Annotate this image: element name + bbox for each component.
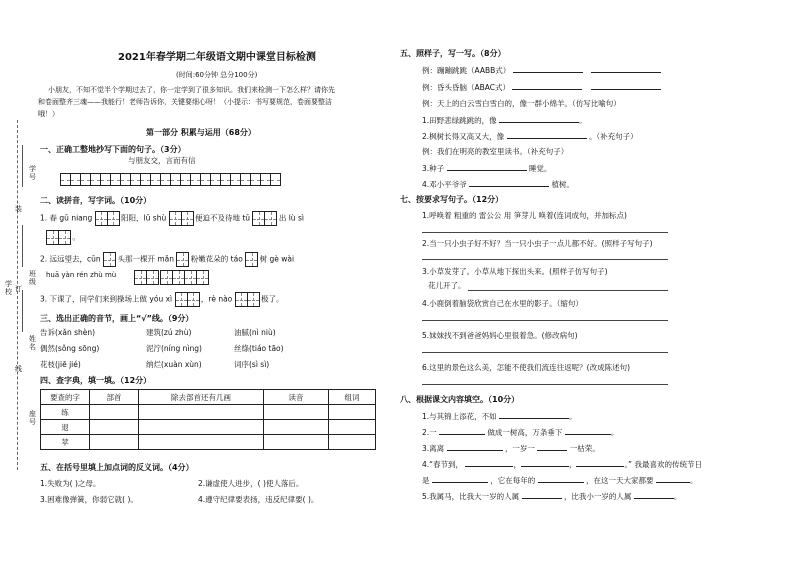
q2-line2: [40, 252, 294, 267]
right-column: [398, 0, 782, 561]
grid-cell[interactable]: [231, 173, 241, 186]
answer-line[interactable]: [422, 259, 668, 260]
grid-cell[interactable]: [251, 173, 261, 186]
q5-line1b[interactable]: 2.谦虚使人进步，( )使人落后。: [198, 479, 304, 488]
intro-line-2: 和卷面整齐三魂——我能行！老师告诉你，关键要细心呀！（小提示：书写要规范，卷面要整洁: [38, 98, 332, 106]
r5-s2-note: 。（补充句子）: [588, 132, 638, 141]
answer-box[interactable]: [175, 292, 199, 307]
q4-title: 四、查字典，填一填。（12分）: [40, 376, 152, 385]
r5-s4-text: 4.邓小平爷爷: [422, 180, 467, 189]
th-word: 组词: [329, 390, 376, 405]
student-id-line: [22, 145, 23, 187]
q2-l3-a: 3. 下课了，同学们来到操场上做 yóu xì: [40, 294, 173, 304]
answer-cell[interactable]: [90, 405, 139, 420]
grid-cell[interactable]: [121, 173, 131, 186]
r7-q1: 1.呼唤着 粗重的 雷公公 用 笋芽儿 唤着(连词成句，并加标点): [422, 211, 627, 220]
q2-title: 二、读拼音，写字词。（10分）: [40, 196, 152, 205]
cut-mark-xian: 线: [15, 365, 22, 373]
r7-q5: 5.妹妹找不到爸爸妈妈心里很着急。(修改病句): [422, 331, 578, 340]
q3-r3c3[interactable]: 词序(sì sì): [234, 360, 270, 369]
answer-line[interactable]: [656, 474, 690, 483]
left-column: [38, 0, 384, 561]
r8-s4-c: 是: [422, 476, 430, 485]
answer-box[interactable]: [95, 211, 119, 226]
r5-s3-end: 睡觉。: [528, 164, 552, 173]
answer-line[interactable]: [512, 81, 582, 90]
q2-line1: [40, 211, 304, 226]
q3-r3c1[interactable]: 花枝(jiē jié): [40, 360, 81, 369]
grid-cell[interactable]: [181, 173, 191, 186]
answer-cell[interactable]: [264, 420, 329, 435]
q3-title: 三、选出正确的音节，画上“√”线。（9分）: [40, 314, 194, 323]
answer-cell[interactable]: [139, 420, 264, 435]
r8-s3-c: 一枯荣。: [569, 444, 600, 453]
answer-line[interactable]: [522, 490, 562, 499]
th-strokes: 除去部首还有几画: [139, 390, 264, 405]
answer-line[interactable]: [507, 130, 587, 139]
answer-line[interactable]: [422, 232, 668, 233]
q3-r2c3[interactable]: 丝绦(tiáo tāo): [234, 344, 284, 353]
grid-cell[interactable]: [101, 173, 111, 186]
r5-s4: [422, 178, 574, 190]
q5-line2b[interactable]: 4.遵守纪律要表扬，违反纪律要( )。: [198, 495, 319, 504]
answer-box[interactable]: [160, 270, 208, 285]
q3-r2c1[interactable]: 偶然(sǒng sōng): [40, 344, 100, 353]
grid-cell[interactable]: [71, 173, 81, 186]
q2-l2-d: 树 gè wài: [259, 254, 295, 264]
grid-cell[interactable]: [271, 173, 281, 186]
grid-cell[interactable]: [201, 173, 211, 186]
table-header-row: [41, 390, 376, 405]
r8-s4-d: ，它在每年的: [490, 476, 536, 485]
q2-line1-cont: 。: [46, 230, 80, 245]
exam-title: 2021年春学期二年级语文期中课堂目标检测: [118, 52, 316, 63]
answer-line[interactable]: [521, 458, 569, 467]
r5-s3: [422, 162, 551, 174]
answer-box[interactable]: [169, 211, 193, 226]
char-cell: 苹: [41, 435, 90, 450]
dictionary-table: [40, 389, 376, 450]
answer-line[interactable]: [591, 81, 661, 90]
q2-l3-c: 极了。: [261, 294, 284, 304]
answer-line[interactable]: [499, 114, 579, 123]
table-row: [41, 405, 376, 420]
answer-line[interactable]: [468, 290, 668, 291]
r5-title: 五、照样子，写一写。（8分）: [400, 49, 506, 58]
q2-l1-d: 出 lù sì: [278, 213, 304, 223]
r5-ex2: [422, 81, 661, 93]
answer-line[interactable]: [422, 352, 668, 353]
grid-cell[interactable]: [161, 173, 171, 186]
r5-s2: [422, 130, 638, 142]
grid-cell[interactable]: [211, 173, 221, 186]
answer-line[interactable]: [469, 178, 549, 187]
q2-l2-b: 头那一棵开 mǎn: [117, 254, 174, 264]
th-radical: 部首: [90, 390, 139, 405]
cut-mark-zhuang: 装: [15, 205, 22, 213]
answer-box[interactable]: [134, 270, 158, 285]
answer-line[interactable]: [576, 458, 624, 467]
cut-line: [17, 120, 18, 470]
r5-ex4: 例：我们在明亮的教室里读书。（补充句子）: [422, 147, 569, 156]
table-row: [41, 420, 376, 435]
answer-cell[interactable]: [139, 405, 264, 420]
r7-title: 七、按要求写句子。（12分）: [400, 195, 504, 204]
q3-r1c1[interactable]: 告诉(xǎn shèn): [40, 328, 96, 337]
q1-copy-grid[interactable]: [60, 173, 281, 186]
class-line: [22, 225, 23, 267]
part1-title: 第一部分 积累与运用（68分）: [146, 128, 256, 137]
r7-q2: 2.当一只小虫子好不好？当一只小虫子一点儿都不好。(照样子写句子): [422, 239, 653, 248]
r8-s3-text: 3.离离: [422, 444, 445, 453]
r5-ex2-text: 例：昏头昏脑（ABAC式）: [422, 83, 511, 92]
answer-box[interactable]: [245, 252, 257, 267]
answer-line[interactable]: [432, 474, 488, 483]
grid-cell[interactable]: [111, 173, 121, 186]
label-school: 学校: [5, 280, 12, 296]
answer-line[interactable]: [565, 426, 611, 435]
q2-line2b: huā yàn rén zhù mù: [46, 271, 117, 279]
label-class: 班级: [29, 270, 36, 286]
r7-q3b: 花儿开了。: [428, 281, 466, 290]
answer-cell[interactable]: [90, 435, 139, 450]
table-row: [41, 435, 376, 450]
intro-line-3: 哦！）: [38, 110, 59, 118]
grid-cell[interactable]: [131, 173, 141, 186]
label-seat: 座号: [29, 410, 36, 426]
label-name: 姓名: [29, 335, 36, 351]
answer-box[interactable]: [252, 211, 276, 226]
q2-line3: [40, 292, 284, 307]
answer-cell[interactable]: [139, 435, 264, 450]
r5-s3-text: 3.种子: [422, 164, 445, 173]
r8-s2: 2.一 做成一树高，万条垂下 。: [422, 428, 619, 437]
answer-line[interactable]: [538, 474, 584, 483]
q5-title: 五、在括号里填上加点词的反义词。（4分）: [40, 463, 194, 472]
cut-mark-ding: 订: [15, 285, 22, 293]
r5-s4-end: 植树。: [551, 180, 574, 189]
answer-line[interactable]: [447, 162, 527, 171]
name-line: [22, 290, 23, 332]
answer-line[interactable]: [513, 64, 583, 73]
answer-line[interactable]: [439, 426, 485, 435]
q2-l1-a: 1. 春 gū niang: [40, 213, 93, 223]
r7-q4: 4.小鹿倒着脑袋欣赏自己在水里的影子。（缩句）: [422, 299, 583, 308]
answer-cell[interactable]: [329, 420, 376, 435]
q5-line2a[interactable]: 3.困难像弹簧，你弱它就( )。: [40, 495, 138, 504]
r8-s1-text: 1.与其锦上添花，不如: [422, 412, 497, 421]
answer-box[interactable]: [103, 252, 115, 267]
char-cell: 练: [41, 405, 90, 420]
r8-s5-text: 5.我属马，比我大一岁的人属: [422, 492, 520, 501]
grid-cell[interactable]: [81, 173, 91, 186]
label-student-id: 学号: [29, 165, 36, 181]
char-cell: 退: [41, 420, 90, 435]
answer-cell[interactable]: [264, 405, 329, 420]
answer-line[interactable]: [634, 490, 674, 499]
q2-l2-a: 2. 远远望去，cūn: [40, 254, 101, 264]
answer-line[interactable]: [499, 410, 569, 419]
answer-line[interactable]: [447, 442, 503, 451]
q1-title: 一、正确工整地抄写下面的句子。（3分）: [40, 145, 186, 154]
answer-cell[interactable]: [90, 420, 139, 435]
answer-line[interactable]: [591, 64, 661, 73]
grid-cell[interactable]: [191, 173, 201, 186]
answer-box[interactable]: [46, 230, 70, 245]
answer-cell[interactable]: [329, 435, 376, 450]
exam-meta: (时间:60分钟 总分100分): [176, 71, 258, 79]
q3-r1c2[interactable]: 建筑(zú zhù): [146, 328, 192, 337]
r5-ex1: [422, 64, 661, 76]
r8-s1: 1.与其锦上添花，不如 。: [422, 412, 577, 421]
grid-cell[interactable]: [141, 173, 151, 186]
q2-line2b-boxes: [134, 270, 208, 285]
th-char: 要查的字: [41, 390, 90, 405]
q5-line1a[interactable]: 1.失败为( )之母。: [40, 479, 101, 488]
answer-line[interactable]: [465, 458, 513, 467]
answer-line[interactable]: [422, 384, 668, 385]
r8-s2-text: 2.一: [422, 428, 437, 437]
answer-line[interactable]: [422, 320, 668, 321]
r8-title: 八、根据课文内容填空。（10分）: [400, 395, 520, 404]
r5-s2-text: 2.枫树长得又高又大，像: [422, 132, 505, 141]
answer-cell[interactable]: [264, 435, 329, 450]
r8-s4: 4.“春节到， ， ， 。” 我最喜欢的传统节日: [422, 460, 702, 469]
r8-s4-text: 4.“春节到，: [422, 460, 464, 469]
q1-sentence: 与朋友交，言而有信: [128, 156, 196, 165]
r8-s4-e: ，在这一天大家都要: [586, 476, 654, 485]
q3-r2c2[interactable]: 泥泞(níng nìng): [146, 344, 202, 353]
q3-r3c2[interactable]: 纳烂(xuàn xùn): [146, 360, 202, 369]
r8-s4-cont: 是 ，它在每年的 ，在这一天大家都要 。: [422, 476, 698, 485]
r8-s3-b: ，一岁一: [504, 444, 535, 453]
r8-s5-b: ，比我小一岁的人属: [563, 492, 632, 501]
r8-s5: 5.我属马，比我大一岁的人属 ，比我小一岁的人属 。: [422, 492, 682, 501]
th-reading: 读音: [264, 390, 329, 405]
q2-l3-b: ，rè nào: [200, 294, 233, 304]
r8-s2-b: 做成一树高，万条垂下: [487, 428, 563, 437]
grid-cell[interactable]: [171, 173, 181, 186]
r5-s1: 1.田野悲绿跳跳的，像 。: [422, 116, 587, 125]
answer-box[interactable]: [176, 252, 188, 267]
grid-cell[interactable]: [91, 173, 101, 186]
r7-q6: 6.这里的景色这么美，怎能不使我们流连往返呢？(改成陈述句): [422, 363, 631, 372]
q2-l1-c: 便迫不及待地 tū: [194, 213, 251, 223]
r7-q3: 3.小草发芽了。小草从地下探出头来。(照样子仿写句子): [422, 267, 608, 276]
q3-r1c3[interactable]: 油腻(nì niù): [234, 328, 276, 337]
answer-line[interactable]: [537, 442, 567, 451]
r5-s1-text: 1.田野悲绿跳跳的，像: [422, 116, 497, 125]
r5-ex3: 例：天上的白云雪白雪白的，像一群小绵羊。（仿写比喻句）: [422, 99, 621, 108]
grid-cell[interactable]: [221, 173, 231, 186]
grid-cell[interactable]: [261, 173, 271, 186]
intro-line-1: 小朋友，不知不觉半个学期过去了，你一定学到了很多知识。我们来检测一下怎么样？请你先: [48, 86, 335, 94]
grid-cell[interactable]: [241, 173, 251, 186]
answer-cell[interactable]: [329, 405, 376, 420]
q2-l1-b: 阳阳，lū shù: [121, 213, 167, 223]
grid-cell[interactable]: [60, 173, 71, 186]
grid-cell[interactable]: [151, 173, 161, 186]
r5-ex1-text: 例：蹦蹦跳跳（AABB式）: [422, 66, 511, 75]
binding-strip: [0, 0, 40, 561]
q2-l2-c: 粉嫩花朵的 táo: [190, 254, 243, 264]
answer-box[interactable]: [235, 292, 259, 307]
r8-s4-b: 。” 我最喜欢的传统节日: [624, 460, 702, 469]
r8-s3: [422, 442, 600, 454]
